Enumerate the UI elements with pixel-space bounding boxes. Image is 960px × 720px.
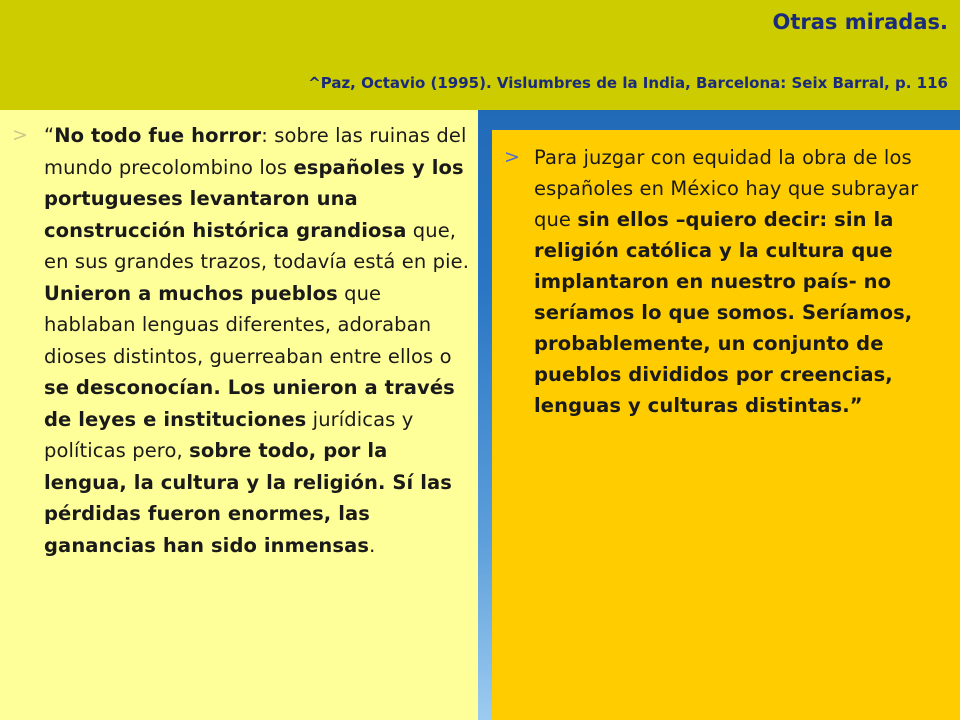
text-segment: jurídicas y políticas pero,: [44, 407, 414, 462]
slide-header: [0, 0, 960, 110]
right-quote-panel: [492, 130, 960, 720]
source-citation: ^Paz, Octavio (1995). Vislumbres de la India, Barcelona: Seix Barral, p. 116: [308, 74, 948, 92]
text-segment: : sobre las ruinas del mundo precolombino los: [44, 124, 467, 179]
slide-title: Otras miradas.: [772, 10, 948, 34]
right-quote-item: [504, 142, 952, 421]
text-segment: que hablaban lenguas diferentes, adoraban dioses distintos, guerreaban entre ellos o: [44, 281, 452, 368]
bullet-marker: >: [12, 124, 28, 146]
left-quote-panel: [0, 110, 478, 720]
bold-text-segment: españoles y los portugueses levantaron una construcción histórica grandiosa: [44, 155, 464, 242]
right-quote-text: [534, 142, 952, 421]
text-segment: .: [369, 533, 376, 557]
text-segment: “: [44, 124, 55, 147]
bold-text-segment: se desconocían. Los unieron a través de leyes e instituciones: [44, 376, 455, 431]
left-quote-item: [12, 120, 470, 561]
bold-text-segment: sobre todo, por la lengua, la cultura y la religión. Sí las pérdidas fueron enormes, las ganancias han sido inmensas: [44, 439, 452, 557]
bold-text-segment: sin ellos –quiero decir: sin la religión católica y la cultura que implantaron en nuestro país- no seríamos lo que somos. Seríamos, probablemente, un conjunto de pueblos divididos por creencias, lenguas y culturas distintas.”: [534, 208, 913, 417]
text-segment: Para juzgar con equidad la obra de los españoles en México hay que subrayar que: [534, 146, 919, 231]
left-quote-text: [44, 120, 470, 561]
bold-text-segment: No todo fue horror: [54, 124, 262, 147]
bold-text-segment: Unieron a muchos pueblos: [44, 281, 338, 305]
text-segment: que, en sus grandes trazos, todavía está en pie.: [44, 218, 470, 273]
bullet-marker: >: [504, 146, 520, 168]
